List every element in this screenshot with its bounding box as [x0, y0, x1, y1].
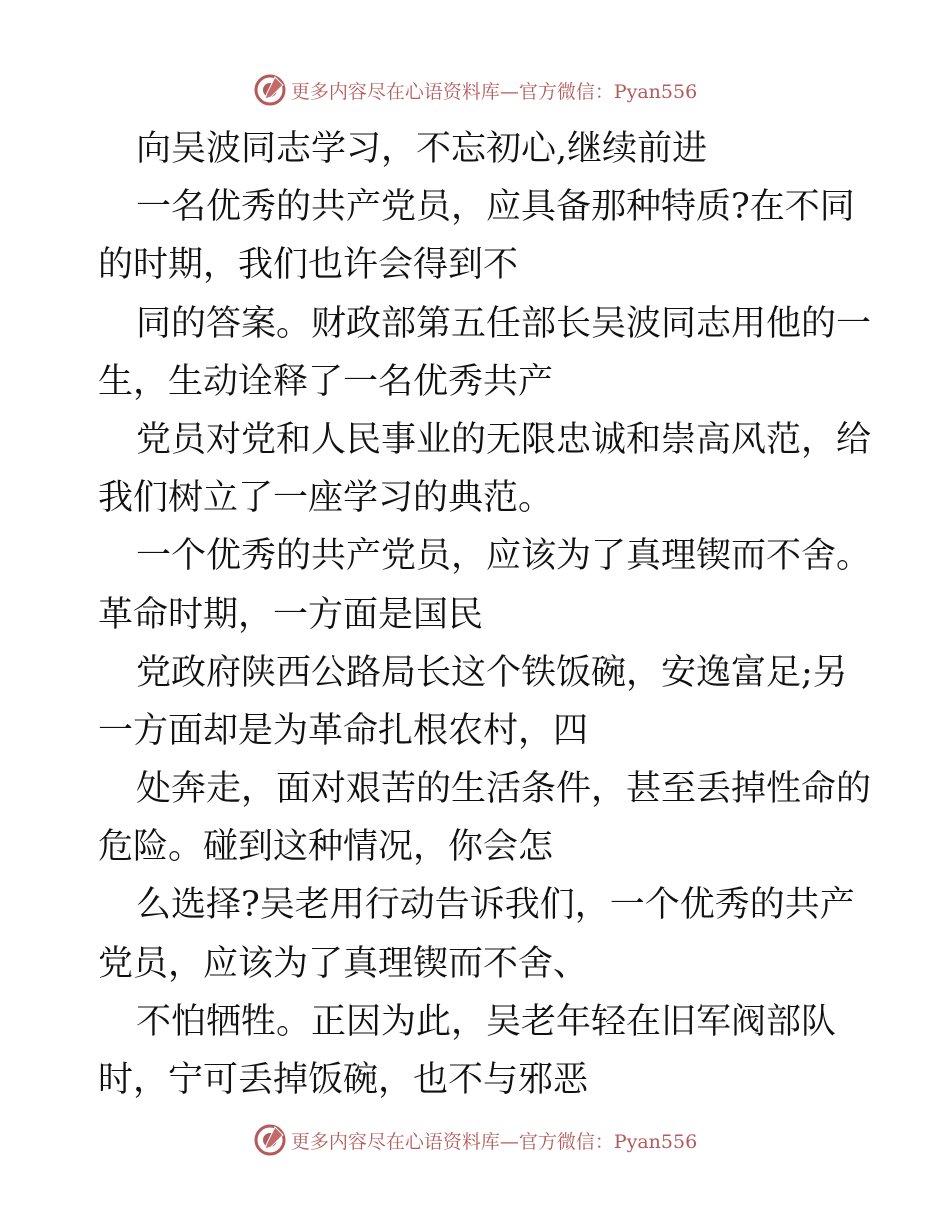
text-line: 革命时期，一方面是国民: [98, 594, 484, 635]
text-line: 一个优秀的共产党员，应该为了真理锲而不舍。: [136, 536, 872, 577]
text-line: 党员，应该为了真理锲而不舍、: [98, 943, 589, 984]
text-line: 党政府陕西公路局长这个铁饭碗，安逸富足;另: [136, 652, 848, 693]
text-line: 的时期，我们也许会得到不: [98, 245, 519, 286]
text-line: 生，生动诠释了一名优秀共产: [98, 361, 554, 402]
document-body: [98, 120, 872, 1109]
text-line: 一名优秀的共产党员，应具备那种特质?在不同: [136, 187, 855, 228]
watermark-text: 更多内容尽在心语资料库—官方微信：Pyan556: [290, 1130, 698, 1153]
text-line: 我们树立了一座学习的典范。: [98, 478, 554, 519]
pen-seal-icon: [253, 1123, 287, 1157]
text-line: 党员对党和人民事业的无限忠诚和崇高风范，给: [136, 419, 872, 460]
header-watermark: [0, 70, 950, 110]
text-line: 同的答案。财政部第五任部长吴波同志用他的一: [136, 303, 872, 344]
text-line: 处奔走，面对艰苦的生活条件，甚至丢掉性命的: [136, 769, 872, 810]
text-line: 么选择?吴老用行动告诉我们，一个优秀的共产: [136, 885, 855, 926]
watermark-text: 更多内容尽在心语资料库—官方微信：Pyan556: [290, 80, 698, 103]
document-title: 向吴波同志学习，不忘初心,继续前进: [136, 129, 708, 169]
text-line: 危险。碰到这种情况，你会怎: [98, 827, 554, 868]
text-line: 不怕牺牲。正因为此，吴老年轻在旧军阀部队: [136, 1001, 837, 1042]
footer-watermark: [0, 1120, 950, 1160]
text-line: 一方面却是为革命扎根农村，四: [98, 710, 589, 751]
pen-seal-icon: [253, 73, 287, 107]
text-line: 时，宁可丢掉饭碗，也不与邪恶: [98, 1060, 589, 1100]
